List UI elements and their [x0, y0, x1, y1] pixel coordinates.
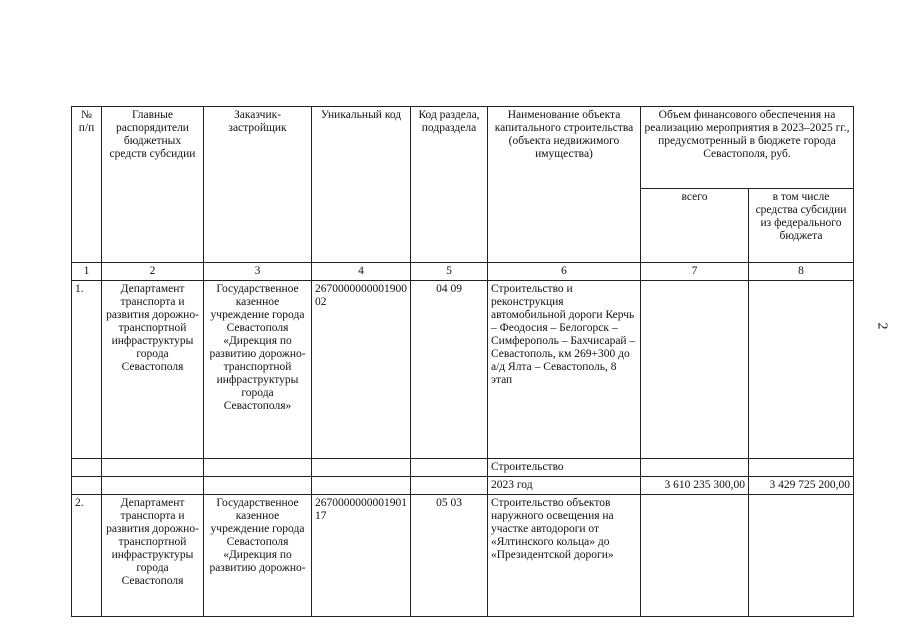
row-manager: Департамент транспорта и развития дорожно-транспортной инфраструктуры города Севастополя — [102, 495, 204, 617]
header-funding: Объем финансового обеспечения на реализацию мероприятия в 2023–2025 гг., предусмотренный в бюджете города Севастополя, руб. — [641, 107, 854, 189]
column-number: 5 — [411, 263, 488, 281]
row-customer: Государственное казенное учреждение города Севастополя «Дирекция по развитию дорожно- — [204, 495, 312, 617]
row-total: 3 610 235 300,00 — [641, 477, 749, 495]
row-manager: Департамент транспорта и развития дорожно-транспортной инфраструктуры города Севастополя — [102, 281, 204, 459]
row-code: 267000000000190002 — [312, 281, 411, 459]
row-year: 2023 год — [488, 477, 641, 495]
row-federal-empty — [749, 495, 854, 617]
column-number: 1 — [72, 263, 102, 281]
row-code: 267000000000190117 — [312, 495, 411, 617]
header-total: всего — [641, 189, 749, 263]
row-section: 04 09 — [411, 281, 488, 459]
table-row — [72, 281, 854, 459]
column-number: 6 — [488, 263, 641, 281]
column-number: 3 — [204, 263, 312, 281]
column-number: 4 — [312, 263, 411, 281]
table-row — [72, 495, 854, 617]
column-number: 2 — [102, 263, 204, 281]
table-subrow — [72, 459, 854, 477]
header-manager: Главные распорядители бюджетных средств субсидии — [102, 107, 204, 263]
row-object: Строительство и реконструкция автомобильной дороги Керчь – Феодосия – Белогорск – Симферополь – Бахчисарай – Севастополь, км 269+300 до а/д Ялта – Севастополь, 8 этап — [488, 281, 641, 459]
row-customer: Государственное казенное учреждение города Севастополя «Дирекция по развитию дорожно-транспортной инфраструктуры города Севастополя» — [204, 281, 312, 459]
row-section: 05 03 — [411, 495, 488, 617]
page-number: 2 — [874, 322, 890, 330]
row-num: 1. — [72, 281, 102, 459]
row-num: 2. — [72, 495, 102, 617]
column-number: 8 — [749, 263, 854, 281]
row-total-empty — [641, 495, 749, 617]
row-federal-empty — [749, 281, 854, 459]
header-num: № п/п — [72, 107, 102, 263]
row-subtitle: Строительство — [488, 459, 641, 477]
header-federal: в том числе средства субсидии из федерального бюджета — [749, 189, 854, 263]
column-numbers-row — [72, 263, 854, 281]
header-code: Уникальный код — [312, 107, 411, 263]
header-customer: Заказчик-застройщик — [204, 107, 312, 263]
row-total-empty — [641, 281, 749, 459]
row-federal: 3 429 725 200,00 — [749, 477, 854, 495]
row-object: Строительство объектов наружного освещения на участке автодороги от «Ялтинского кольца» до «Президентской дороги» — [488, 495, 641, 617]
header-object: Наименование объекта капитального строительства (объекта недвижимого имущества) — [488, 107, 641, 263]
header-section: Код раздела, подраздела — [411, 107, 488, 263]
column-number: 7 — [641, 263, 749, 281]
table-subrow — [72, 477, 854, 495]
budget-table — [71, 106, 854, 617]
